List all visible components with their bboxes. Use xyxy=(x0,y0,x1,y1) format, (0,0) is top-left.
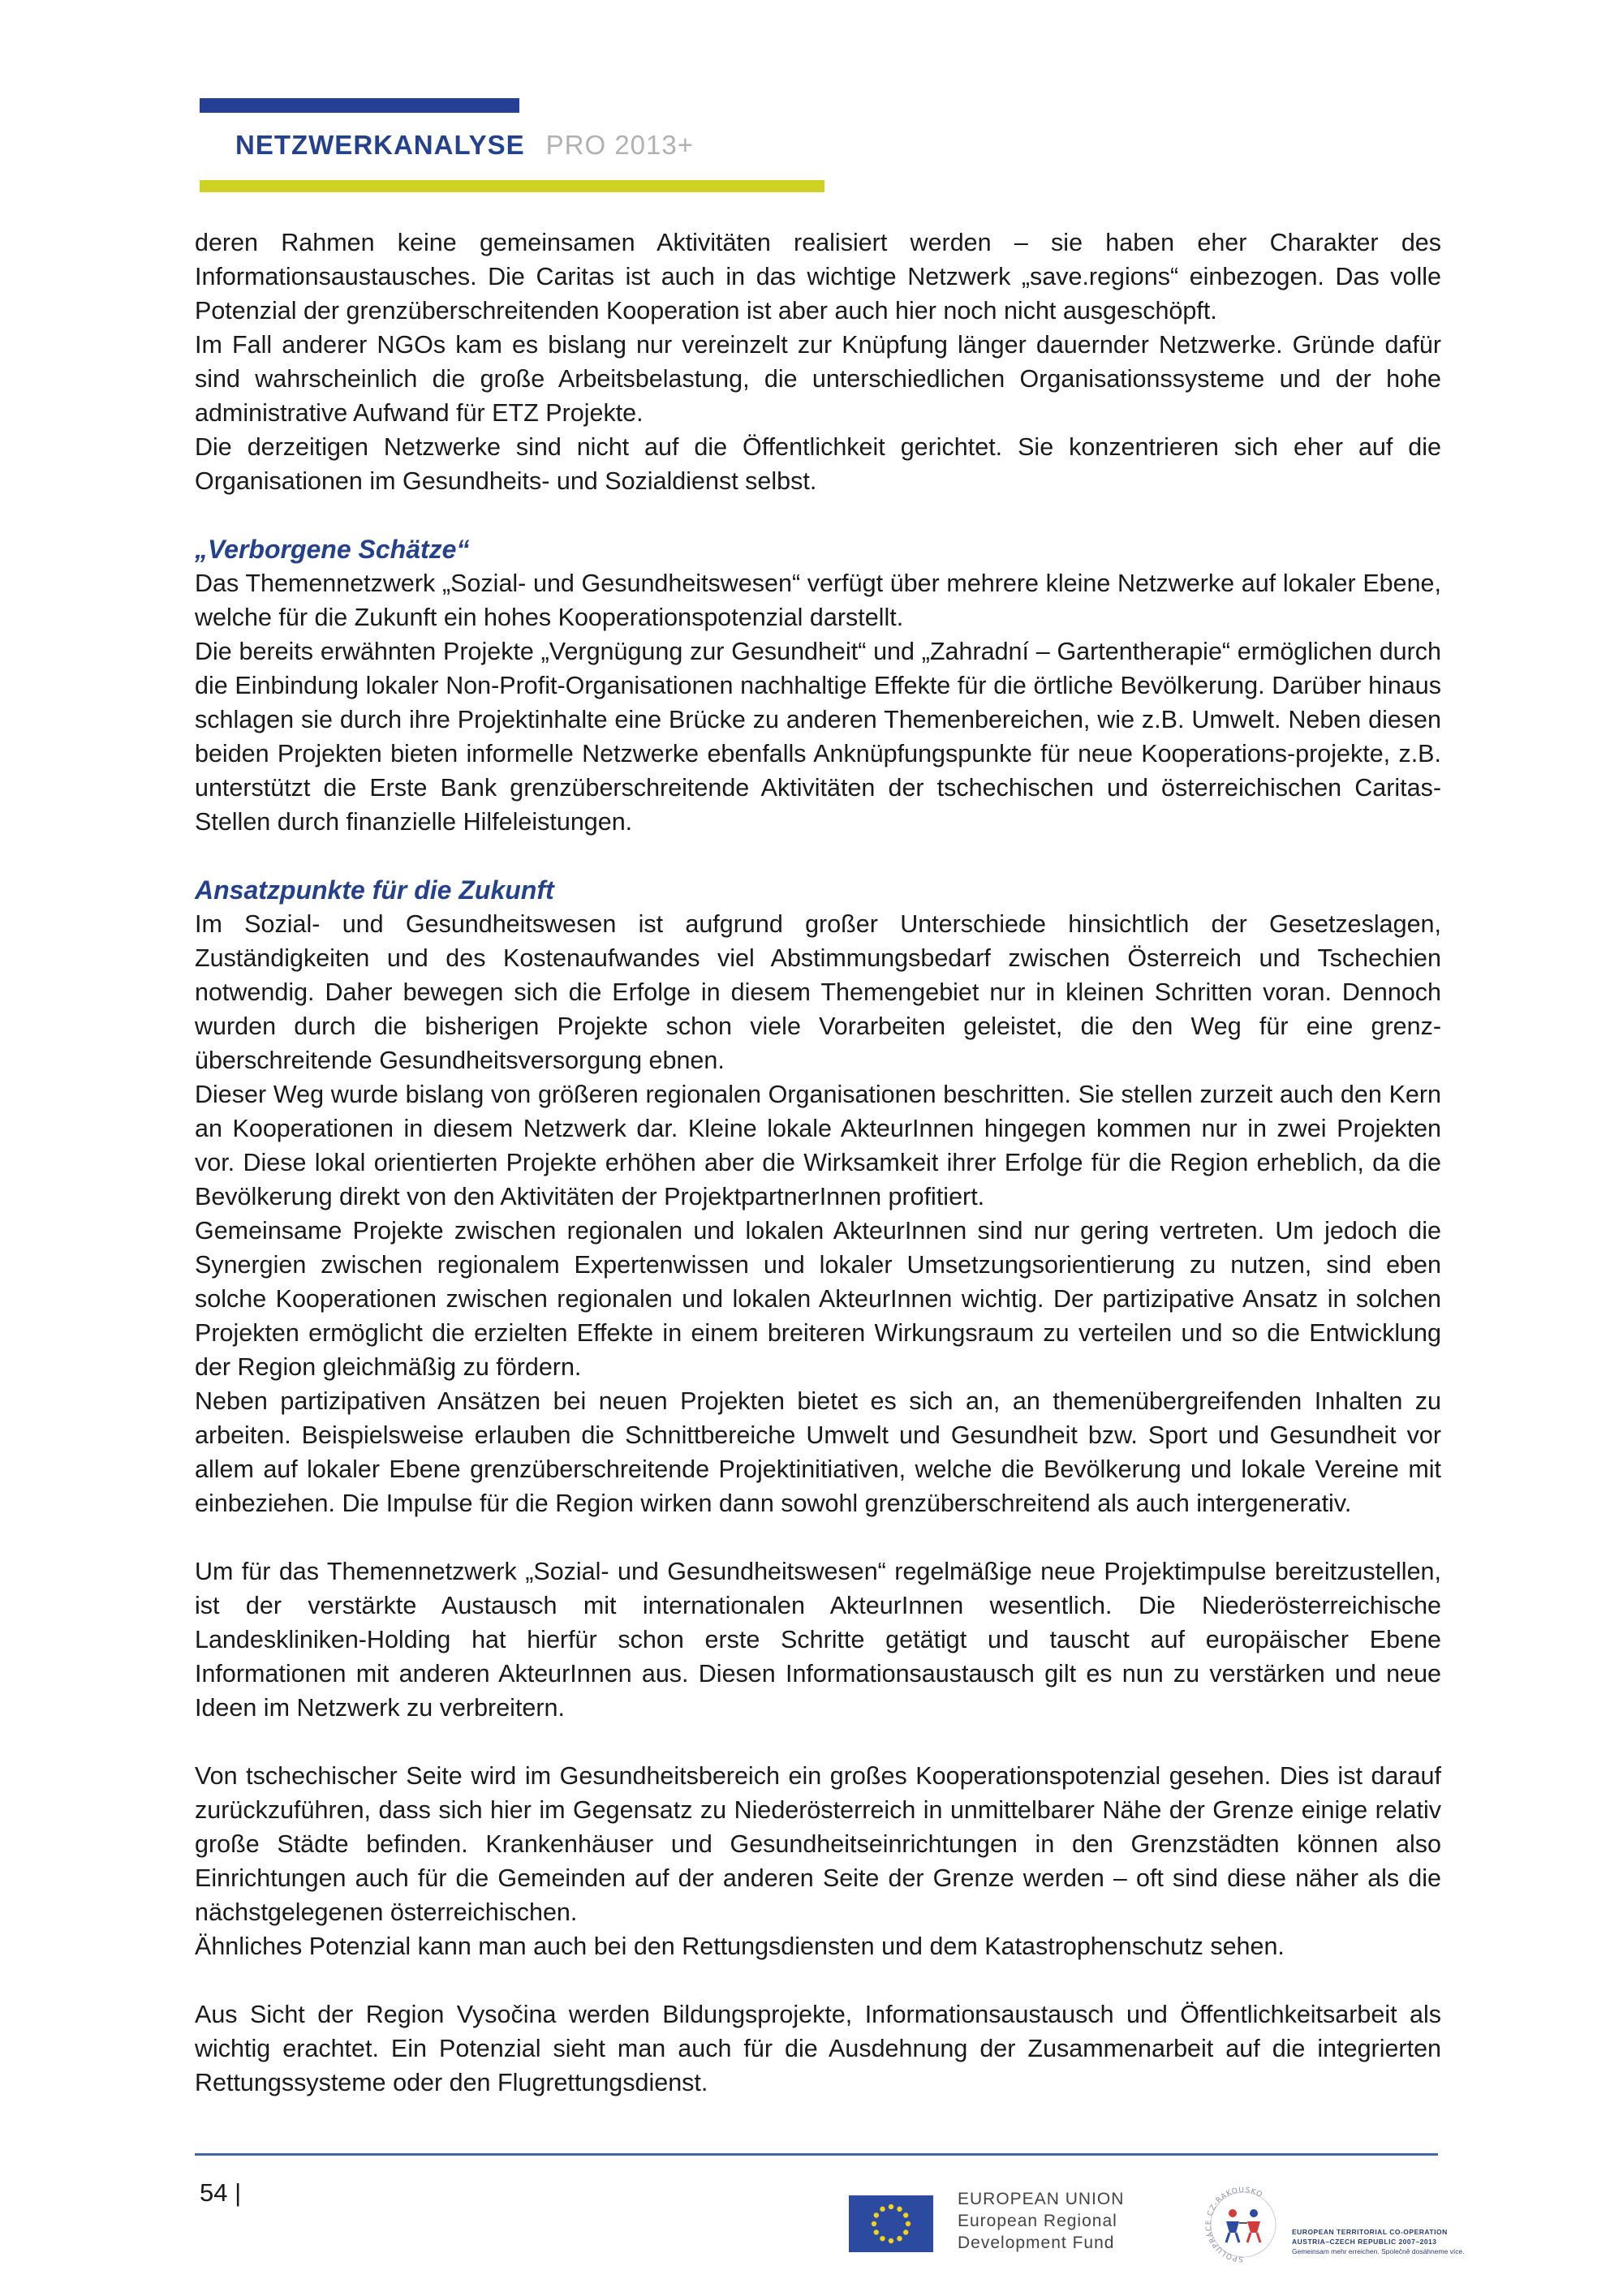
etc-figures-icon xyxy=(1226,2209,1260,2242)
spacer xyxy=(195,839,1441,873)
header-blue-bar xyxy=(200,98,519,113)
etc-programme-logo xyxy=(1197,2182,1290,2268)
paragraph: Das Themennetzwerk „Sozial- und Gesundheitswesen“ verfügt über mehrere kleine Netzwerke auf lokaler Ebene, welche für die Zukunft ein hohes Kooperationspotenzial darstellt. xyxy=(195,570,1441,631)
spacer xyxy=(195,1725,1441,1759)
paragraph: Im Fall anderer NGOs kam es bislang nur vereinzelt zur Knüpfung länger dauernder Netzwerke. Gründe dafür sind wahrscheinlich die große Arbeitsbelastung, die unterschiedlichen Organisationssysteme und der hohe administrative Aufwand für ETZ Projekte. xyxy=(195,331,1441,427)
spacer xyxy=(195,498,1441,532)
eu-line: Development Fund xyxy=(958,2234,1115,2252)
etc-line: EUROPEAN TERRITORIAL CO-OPERATION xyxy=(1292,2228,1448,2236)
paragraph: Neben partizipativen Ansätzen bei neuen Projekten bietet es sich an, an themenübergreifenden Inhalten zu arbeiten. Beispielsweise erlauben die Schnittbereiche Umwelt und Gesundheit bzw. Sport und Gesundheit vor allem auf lokaler Ebene grenzüberschreitende Projektinitiativen, welche die Bevölkerung und lokale Vereine mit einbeziehen. Die Impulse für die Region wirken dann sowohl grenzüberschreitend als auch intergenerativ. xyxy=(195,1387,1441,1517)
paragraph: Dieser Weg wurde bislang von größeren regionalen Organisationen beschritten. Sie stellen zurzeit auch den Kern an Kooperationen in diesem Netzwerk dar. Kleine lokale AkteurInnen hingegen kommen nur in zwei Projekten vor. Diese lokal orientierten Projekte erhöhen aber die Wirksamkeit ihrer Erfolge für die Region erheblich, da die Bevölkerung direkt von den Aktivitäten der ProjektpartnerInnen profitiert. xyxy=(195,1081,1441,1210)
eu-flag-icon xyxy=(849,2195,933,2252)
header-title-sub: PRO 2013+ xyxy=(545,130,695,160)
etc-programme-label xyxy=(1292,2227,1465,2256)
page-content xyxy=(195,226,1441,2100)
eu-fund-label xyxy=(958,2188,1152,2254)
eu-line: European Regional xyxy=(958,2212,1117,2230)
header-yellow-bar xyxy=(200,180,824,192)
etc-line: Gemeinsam mehr erreichen. Společně dosáhneme více. xyxy=(1292,2247,1465,2255)
paragraph: Im Sozial- und Gesundheitswesen ist aufgrund großer Unterschiede hinsichtlich der Gesetzeslagen, Zuständigkeiten und des Kostenaufwandes viel Abstimmungsbedarf zwischen Österreich und Tschechien notwendig. Daher bewegen sich die Erfolge in diesem Themengebiet nur in kleinen Schritten voran. Dennoch wurden durch die bisherigen Projekte schon viele Vorarbeiten geleistet, die den Weg für eine grenz-überschreitende Gesundheitsversorgung ebnen. xyxy=(195,910,1441,1074)
footer-rule xyxy=(195,2153,1438,2156)
paragraph: Von tschechischer Seite wird im Gesundheitsbereich ein großes Kooperationspotenzial gesehen. Dies ist darauf zurückzuführen, dass sich hier im Gegensatz zu Niederösterreich in unmittelbarer Nähe der Grenze einige relativ große Städte befinden. Krankenhäuser und Gesundheitseinrichtungen in den Grenzstädten können also Einrichtungen auch für die Gemeinden auf der anderen Seite der Grenze werden – oft sind diese näher als die nächstgelegenen österreichischen. xyxy=(195,1762,1441,1926)
spacer xyxy=(195,1520,1441,1554)
header-title-main: NETZWERKANALYSE xyxy=(235,130,525,160)
paragraph: Aus Sicht der Region Vysočina werden Bildungsprojekte, Informationsaustausch und Öffentlichkeitsarbeit als wichtig erachtet. Ein Potenzial sieht man auch für die Ausdehnung der Zusammenarbeit auf die integrierten Rettungssysteme oder den Flugrettungsdienst. xyxy=(195,2001,1441,2096)
paragraph: deren Rahmen keine gemeinsamen Aktivitäten realisiert werden – sie haben eher Charakter des Informationsaustausches. Die Caritas ist auch in das wichtige Netzwerk „save.regions“ einbezogen. Das volle Potenzial der grenzüberschreitenden Kooperation ist aber auch hier noch nicht ausgeschöpft. xyxy=(195,229,1441,325)
header-title xyxy=(235,130,694,161)
section-heading: Ansatzpunkte für die Zukunft xyxy=(195,875,554,905)
etc-ring-text: SPOLUPRÁCE CZ-RAKOUSKO xyxy=(1204,2186,1264,2264)
paragraph: Ähnliches Potenzial kann man auch bei den Rettungsdiensten und dem Katastrophenschutz sehen. xyxy=(195,1933,1285,1960)
paragraph: Um für das Themennetzwerk „Sozial- und Gesundheitswesen“ regelmäßige neue Projektimpulse bereitzustellen, ist der verstärkte Austausch mit internationalen AkteurInnen wesentlich. Die Niederösterreichische Landeskliniken-Holding hat hierfür schon erste Schritte getätigt und tauscht auf europäischer Ebene Informationen mit anderen AkteurInnen aus. Diesen Informationsaustausch gilt es nun zu verstärken und neue Ideen im Netzwerk zu verbreitern. xyxy=(195,1558,1441,1722)
etc-line: AUSTRIA–CZECH REPUBLIC 2007–2013 xyxy=(1292,2238,1437,2246)
paragraph: Die derzeitigen Netzwerke sind nicht auf die Öffentlichkeit gerichtet. Sie konzentrieren sich eher auf die Organisationen im Gesundheits- und Sozialdienst selbst. xyxy=(195,433,1441,495)
section-heading: „Verborgene Schätze“ xyxy=(195,535,470,564)
page-number: 54 | xyxy=(200,2178,242,2207)
eu-line: EUROPEAN UNION xyxy=(958,2190,1125,2208)
spacer xyxy=(195,1963,1441,1997)
paragraph: Gemeinsame Projekte zwischen regionalen und lokalen AkteurInnen sind nur gering vertreten. Um jedoch die Synergien zwischen regionalem Expertenwissen und lokaler Umsetzungsorientierung zu nutzen, sind eben solche Kooperationen zwischen regionalen und lokalen AkteurInnen wichtig. Der partizipative Ansatz in solchen Projekten ermöglicht die erzielten Effekte in einem breiteren Wirkungsraum zu verteilen und so die Entwicklung der Region gleichmäßig zu fördern. xyxy=(195,1217,1441,1381)
paragraph: Die bereits erwähnten Projekte „Vergnügung zur Gesundheit“ und „Zahradní – Gartentherapie“ ermöglichen durch die Einbindung lokaler Non-Profit-Organisationen nachhaltige Effekte für die örtliche Bevölkerung. Darüber hinaus schlagen sie durch ihre Projektinhalte eine Brücke zu anderen Themenbereichen, wie z.B. Umwelt. Neben diesen beiden Projekten bieten informelle Netzwerke ebenfalls Anknüpfungspunkte für neue Kooperations-projekte, z.B. unterstützt die Erste Bank grenzüberschreitende Aktivitäten der tschechischen und österreichischen Caritas-Stellen durch finanzielle Hilfeleistungen. xyxy=(195,638,1441,836)
